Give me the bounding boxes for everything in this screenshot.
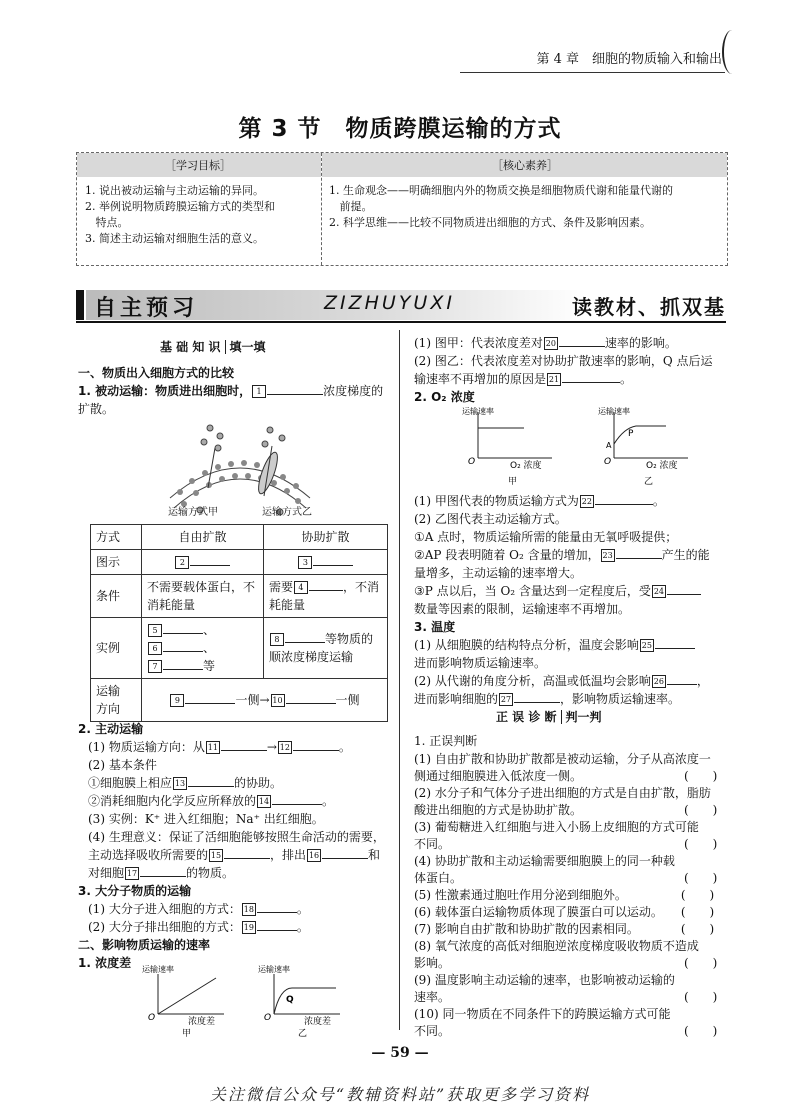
- line-text: ③P 点以后，当 O₂ 含量达到一定程度后，受: [414, 584, 651, 598]
- answer-blank[interactable]: [322, 846, 368, 859]
- graph-caption: 甲: [182, 1029, 192, 1038]
- table-row: [91, 525, 388, 550]
- right-line: [414, 582, 701, 600]
- active-line: (2) 基本条件: [88, 758, 157, 772]
- blank-number: 17: [126, 869, 138, 878]
- judge-intro: 1. 正误判断: [414, 734, 478, 748]
- core-literacy-label: ［核心素养］: [492, 159, 558, 172]
- cell-text: 消耗能量: [147, 598, 196, 612]
- table-header: 自由扩散: [142, 525, 264, 550]
- line-text: (1) 甲图代表的物质运输方式为: [414, 494, 579, 508]
- band-marker: [76, 290, 84, 320]
- blank-number: 8: [270, 633, 284, 646]
- goals-left-list: [85, 183, 317, 247]
- line-text: 。: [296, 902, 309, 916]
- line-text: 的协助。: [234, 776, 283, 790]
- literacy-item: 前提。: [329, 200, 373, 213]
- fill-in-label: 填一填: [229, 340, 266, 354]
- table-cell: [263, 618, 387, 679]
- answer-blank[interactable]: [285, 630, 325, 643]
- graph-caption: 乙: [298, 1029, 308, 1038]
- table-row: [91, 550, 388, 575]
- cell-text: 方向: [96, 702, 121, 716]
- page-title: 第 3 节 物质跨膜运输的方式: [238, 116, 562, 142]
- table-cell: [142, 679, 388, 722]
- table-row: [91, 575, 388, 618]
- judge-line: (9) 温度影响主动运输的速率，也影响被动运输的: [414, 973, 675, 987]
- table-row: [91, 679, 388, 722]
- section-band: [76, 290, 726, 320]
- cell-text: 等: [203, 659, 216, 673]
- blank-number: 11: [207, 743, 218, 752]
- basic-knowledge-title: [160, 338, 266, 356]
- big-line: [88, 918, 309, 936]
- figure-label-yi: 运输方式乙: [262, 507, 312, 518]
- series-line: [158, 978, 216, 1014]
- band-pinyin: ZIZHUYUXI: [324, 292, 455, 314]
- heading-2: [78, 936, 210, 954]
- line-text: (1) 大分子进入细胞的方式：: [88, 902, 241, 916]
- judge-line: 不同。 ( ): [414, 837, 718, 851]
- graph-o2-yi: [596, 404, 702, 486]
- answer-blank[interactable]: [257, 900, 297, 913]
- answer-blank[interactable]: [190, 553, 230, 566]
- judge-line: (8) 氧气浓度的高低对细胞逆浓度梯度吸收物质不造成: [414, 939, 699, 953]
- line-text: →: [266, 740, 277, 754]
- blank-number: 4: [294, 581, 308, 594]
- line-text: 。: [338, 740, 351, 754]
- answer-blank[interactable]: [221, 738, 267, 751]
- membrane-figure: [160, 418, 320, 518]
- origin-label: O: [468, 457, 476, 467]
- series-line: [274, 988, 336, 1014]
- series-line: [614, 426, 666, 444]
- judge-line: 速率。 ( ): [414, 990, 718, 1004]
- line-text: 。: [620, 372, 633, 386]
- table-cell: 图示: [91, 550, 142, 575]
- blank-number: 3: [298, 556, 312, 569]
- chapter-header: 第 4 章 细胞的物质输入和输出: [536, 52, 722, 67]
- line-text: 的物质。: [186, 866, 235, 880]
- line-text: (2) 大分子排出细胞的方式：: [88, 920, 241, 934]
- right-line: ①A 点时，物质运输所需的能量由无氧呼吸提供；: [414, 530, 678, 544]
- cell-text: 一侧→: [235, 693, 270, 707]
- line-text: (1) 物质运输方向：从: [88, 740, 205, 754]
- judge-line: (10) 同一物质在不同条件下的跨膜运输方式可能: [414, 1007, 671, 1021]
- blank-number: 15: [210, 851, 222, 860]
- column-divider: [399, 330, 400, 1030]
- graph-x-label: 浓度差: [304, 1017, 332, 1027]
- literacy-item: 1. 生命观念——明确细胞内外的物质交换是细胞物质代谢和能量代谢的: [329, 184, 673, 197]
- lipid-heads: [177, 460, 301, 507]
- answer-blank[interactable]: [313, 553, 353, 566]
- answer-blank[interactable]: [272, 792, 322, 805]
- graph-x-label: O₂ 浓度: [646, 461, 678, 471]
- judge-line: 酸进出细胞的方式是协助扩散。 ( ): [414, 803, 718, 817]
- table-cell: [263, 550, 387, 575]
- graph-conc-yi: [256, 962, 356, 1038]
- table-cell: 条件: [91, 575, 142, 618]
- goals-right-header: [322, 153, 727, 177]
- table-cell: [91, 679, 142, 722]
- o2-heading-text: 2. O₂ 浓度: [414, 390, 475, 404]
- line-text: ，排出: [270, 848, 307, 862]
- answer-blank[interactable]: [595, 492, 653, 505]
- right-line: [414, 370, 632, 388]
- heading-1: [78, 364, 234, 382]
- blank-number: 1: [252, 385, 266, 398]
- blank-number: 20: [545, 339, 556, 348]
- answer-blank[interactable]: [562, 370, 620, 383]
- judge-label: 正 误 诊 断: [496, 710, 557, 724]
- answer-blank[interactable]: [224, 846, 270, 859]
- table-cell: 实例: [91, 618, 142, 679]
- answer-blank[interactable]: [293, 738, 339, 751]
- blank-number: 21: [548, 375, 560, 384]
- answer-blank[interactable]: [163, 657, 203, 670]
- blank-number: 24: [653, 587, 665, 596]
- goal-item: 2. 举例说明物质跨膜运输方式的类型和: [85, 200, 275, 213]
- right-line: [414, 492, 665, 510]
- table-header: 方式: [91, 525, 142, 550]
- cell-text: 、: [203, 641, 216, 655]
- line-text: ②消耗细胞内化学反应所释放的: [88, 794, 257, 808]
- origin-label: O: [604, 457, 612, 467]
- cell-text: 一侧: [335, 693, 360, 707]
- heading-1-text: 一、物质出入细胞方式的比较: [78, 366, 235, 380]
- active-line: (4) 生理意义：保证了活细胞能够按照生命活动的需要，: [88, 830, 385, 844]
- judge-line: (7) 影响自由扩散和协助扩散的因素相同。 ( ): [414, 922, 715, 936]
- right-line: (2) 乙图代表主动运输方式。: [414, 512, 567, 526]
- line-text: (1) 图甲：代表浓度差对: [414, 336, 543, 350]
- line-text: 和: [368, 848, 381, 862]
- learning-goals-label: ［学习目标］: [165, 159, 231, 172]
- line-text: ，影响物质运输速率。: [560, 692, 681, 706]
- table-header: 协助扩散: [263, 525, 387, 550]
- answer-blank[interactable]: [655, 636, 695, 649]
- line-text: 对细胞: [88, 866, 125, 880]
- line-text: (1) 从细胞膜的结构特点分析，温度会影响: [414, 638, 639, 652]
- footer-note: 关注微信公众号“教辅资料站”获取更多学习资料: [209, 1085, 591, 1104]
- origin-label: O: [264, 1013, 272, 1023]
- goal-item: 特点。: [85, 216, 129, 229]
- judge-line: (1) 自由扩散和协助扩散都是被动运输，分子从高浓度一: [414, 752, 711, 766]
- origin-label: O: [148, 1013, 156, 1023]
- graph-caption: 乙: [644, 477, 654, 486]
- right-line: [414, 334, 677, 352]
- judge-line: (6) 载体蛋白运输物质体现了膜蛋白可以运动。 ( ): [414, 905, 715, 919]
- graph-x-label: O₂ 浓度: [510, 461, 542, 471]
- cell-text: 等物质的: [324, 632, 373, 646]
- right-line: 数量等因素的限制，运输速率不再增加。: [414, 602, 631, 616]
- answer-blank[interactable]: [667, 672, 697, 685]
- graph-x-label: 浓度差: [188, 1017, 216, 1027]
- table-row: [91, 618, 388, 679]
- point-q-label: Q: [286, 995, 294, 1005]
- active-line: [88, 864, 234, 882]
- right-line: 进而影响物质运输速率。: [414, 656, 547, 670]
- passive-line: [78, 382, 383, 400]
- temp-heading-text: 3. 温度: [414, 620, 456, 634]
- graph-caption: 甲: [508, 477, 518, 486]
- line-text: 主动选择吸收所需要的: [88, 848, 209, 862]
- blank-number: 7: [148, 660, 162, 673]
- table-cell: [263, 575, 387, 618]
- judge-line: (5) 性激素通过胞吐作用分泌到细胞外。 ( ): [414, 888, 715, 902]
- blank-number: 22: [581, 497, 592, 506]
- blank-number: 6: [148, 642, 162, 655]
- passive-text-c: 扩散。: [78, 402, 115, 416]
- goal-item: 3. 简述主动运输对细胞生活的意义。: [85, 232, 264, 245]
- judge-title: [496, 708, 602, 726]
- band-label: 自主预习: [94, 296, 199, 321]
- answer-blank[interactable]: [286, 691, 336, 704]
- line-text: 。: [322, 794, 335, 808]
- graph-y-label: 运输速率: [258, 965, 290, 974]
- answer-blank[interactable]: [257, 918, 297, 931]
- goals-divider: [321, 153, 322, 265]
- line-text: ，: [696, 674, 709, 688]
- conc-heading: [78, 954, 131, 972]
- cell-text: ，不消: [342, 580, 379, 594]
- blank-number: 25: [641, 641, 652, 650]
- graph-y-label: 运输速率: [462, 407, 494, 416]
- heading-2-text: 二、影响物质运输的速率: [78, 938, 211, 952]
- literacy-item: 2. 科学思维——比较不同物质进出细胞的方式、条件及影响因素。: [329, 216, 651, 229]
- figure-label-jia: 运输方式甲: [168, 507, 218, 518]
- judge-line: 体蛋白。 ( ): [414, 871, 718, 885]
- blank-number: 27: [500, 695, 512, 704]
- active-line: [88, 774, 282, 792]
- right-line: [414, 690, 680, 708]
- judge-line: 影响。 ( ): [414, 956, 718, 970]
- right-line: [414, 636, 695, 654]
- judge-line: 侧通过细胞膜进入低浓度一侧。 ( ): [414, 769, 718, 783]
- line-text: ①细胞膜上相应: [88, 776, 173, 790]
- line-text: 进而影响细胞的: [414, 692, 499, 706]
- header-decoration: [722, 30, 742, 74]
- answer-blank[interactable]: [163, 621, 203, 634]
- big-heading-text: 3. 大分子物质的运输: [78, 884, 192, 898]
- blank-number: 16: [308, 851, 320, 860]
- blank-number: 26: [653, 677, 664, 686]
- passive-text: 1. 被动运输：物质进出细胞时，: [78, 384, 252, 398]
- answer-blank[interactable]: [163, 639, 203, 652]
- point-a-label: A: [606, 441, 612, 450]
- temp-heading: [414, 618, 455, 636]
- goal-item: 1. 说出被动运输与主动运输的异同。: [85, 184, 264, 197]
- answer-blank[interactable]: [667, 582, 701, 595]
- passive-text-b: 浓度梯度的: [323, 384, 384, 398]
- blank-number: 10: [272, 696, 283, 705]
- point-p-label: P: [628, 429, 634, 439]
- cell-text: 、: [203, 623, 216, 637]
- goals-box: [76, 152, 728, 266]
- header-rule: [460, 72, 725, 73]
- active-line: [88, 738, 351, 756]
- arrow-jia: [208, 448, 215, 488]
- right-line: [414, 546, 710, 564]
- table-cell: [142, 550, 264, 575]
- table-cell: [142, 575, 264, 618]
- answer-blank[interactable]: [514, 690, 560, 703]
- active-line: (3) 实例：K⁺ 进入红细胞；Na⁺ 出红细胞。: [88, 812, 324, 826]
- cell-text: 不需要载体蛋白，不: [147, 580, 256, 594]
- line-text: 。: [652, 494, 665, 508]
- answer-blank[interactable]: [185, 691, 235, 704]
- blank-number: 18: [243, 905, 254, 914]
- goals-left-header: [77, 153, 321, 177]
- answer-blank[interactable]: [616, 546, 662, 559]
- active-line: [88, 846, 380, 864]
- answer-blank[interactable]: [188, 774, 234, 787]
- blank-number: 19: [243, 923, 254, 932]
- blank-number: 14: [258, 797, 270, 806]
- basic-knowledge-label: 基 础 知 识: [160, 340, 221, 354]
- line-text: 产生的能: [661, 548, 710, 562]
- judge-line: 不同。 ( ): [414, 1024, 718, 1038]
- graph-y-label: 运输速率: [142, 965, 174, 974]
- cell-text: 耗能量: [268, 598, 305, 612]
- page-number: — 59 —: [371, 1045, 429, 1061]
- blank-number: 2: [175, 556, 189, 569]
- cell-text: 需要: [268, 580, 293, 594]
- comparison-table: [90, 524, 388, 722]
- line-text: 输速率不再增加的原因是: [414, 372, 547, 386]
- conc-heading-text: 1. 浓度差: [78, 956, 132, 970]
- active-line: [88, 792, 334, 810]
- judge-sub-label: 判一判: [565, 710, 602, 724]
- table-cell: [142, 618, 264, 679]
- active-heading-text: 2. 主动运输: [78, 722, 144, 736]
- graph-y-label: 运输速率: [598, 407, 630, 416]
- judge-line: (3) 葡萄糖进入红细胞与进入小肠上皮细胞的方式可能: [414, 820, 699, 834]
- band-slogan: 读教材、抓双基: [572, 295, 726, 319]
- right-line: [414, 672, 709, 690]
- line-text: (2) 从代谢的角度分析，高温或低温均会影响: [414, 674, 651, 688]
- right-line: 量增多，主动运输的速率增大。: [414, 566, 583, 580]
- blank-number: 9: [170, 694, 184, 707]
- big-line: [88, 900, 309, 918]
- active-heading: [78, 720, 143, 738]
- big-heading: [78, 882, 191, 900]
- line-text: ②AP 段表明随着 O₂ 含量的增加，: [414, 548, 600, 562]
- line-text: 速率的影响。: [604, 336, 677, 350]
- blank-number: 5: [148, 624, 162, 637]
- line-text: 。: [296, 920, 309, 934]
- graph-o2-jia: [460, 404, 566, 486]
- answer-blank[interactable]: [140, 864, 186, 877]
- blank-number: 12: [279, 743, 290, 752]
- cell-text: 运输: [96, 684, 121, 698]
- answer-blank[interactable]: [267, 382, 323, 395]
- right-line: (2) 图乙：代表浓度差对协助扩散速率的影响，Q 点后运: [414, 354, 713, 368]
- blank-number: 23: [602, 551, 613, 560]
- answer-blank[interactable]: [559, 334, 605, 347]
- band-rule: [76, 321, 726, 323]
- answer-blank[interactable]: [309, 578, 343, 591]
- goals-right-list: [329, 183, 721, 231]
- graph-conc-jia: [140, 962, 240, 1038]
- membrane-bilayer: [170, 468, 310, 508]
- blank-number: 13: [174, 779, 186, 788]
- cell-text: 顺浓度梯度运输: [268, 650, 353, 664]
- judge-line: (4) 协助扩散和主动运输需要细胞膜上的同一种载: [414, 854, 675, 868]
- judge-line: (2) 水分子和气体分子进出细胞的方式是自由扩散，脂肪: [414, 786, 711, 800]
